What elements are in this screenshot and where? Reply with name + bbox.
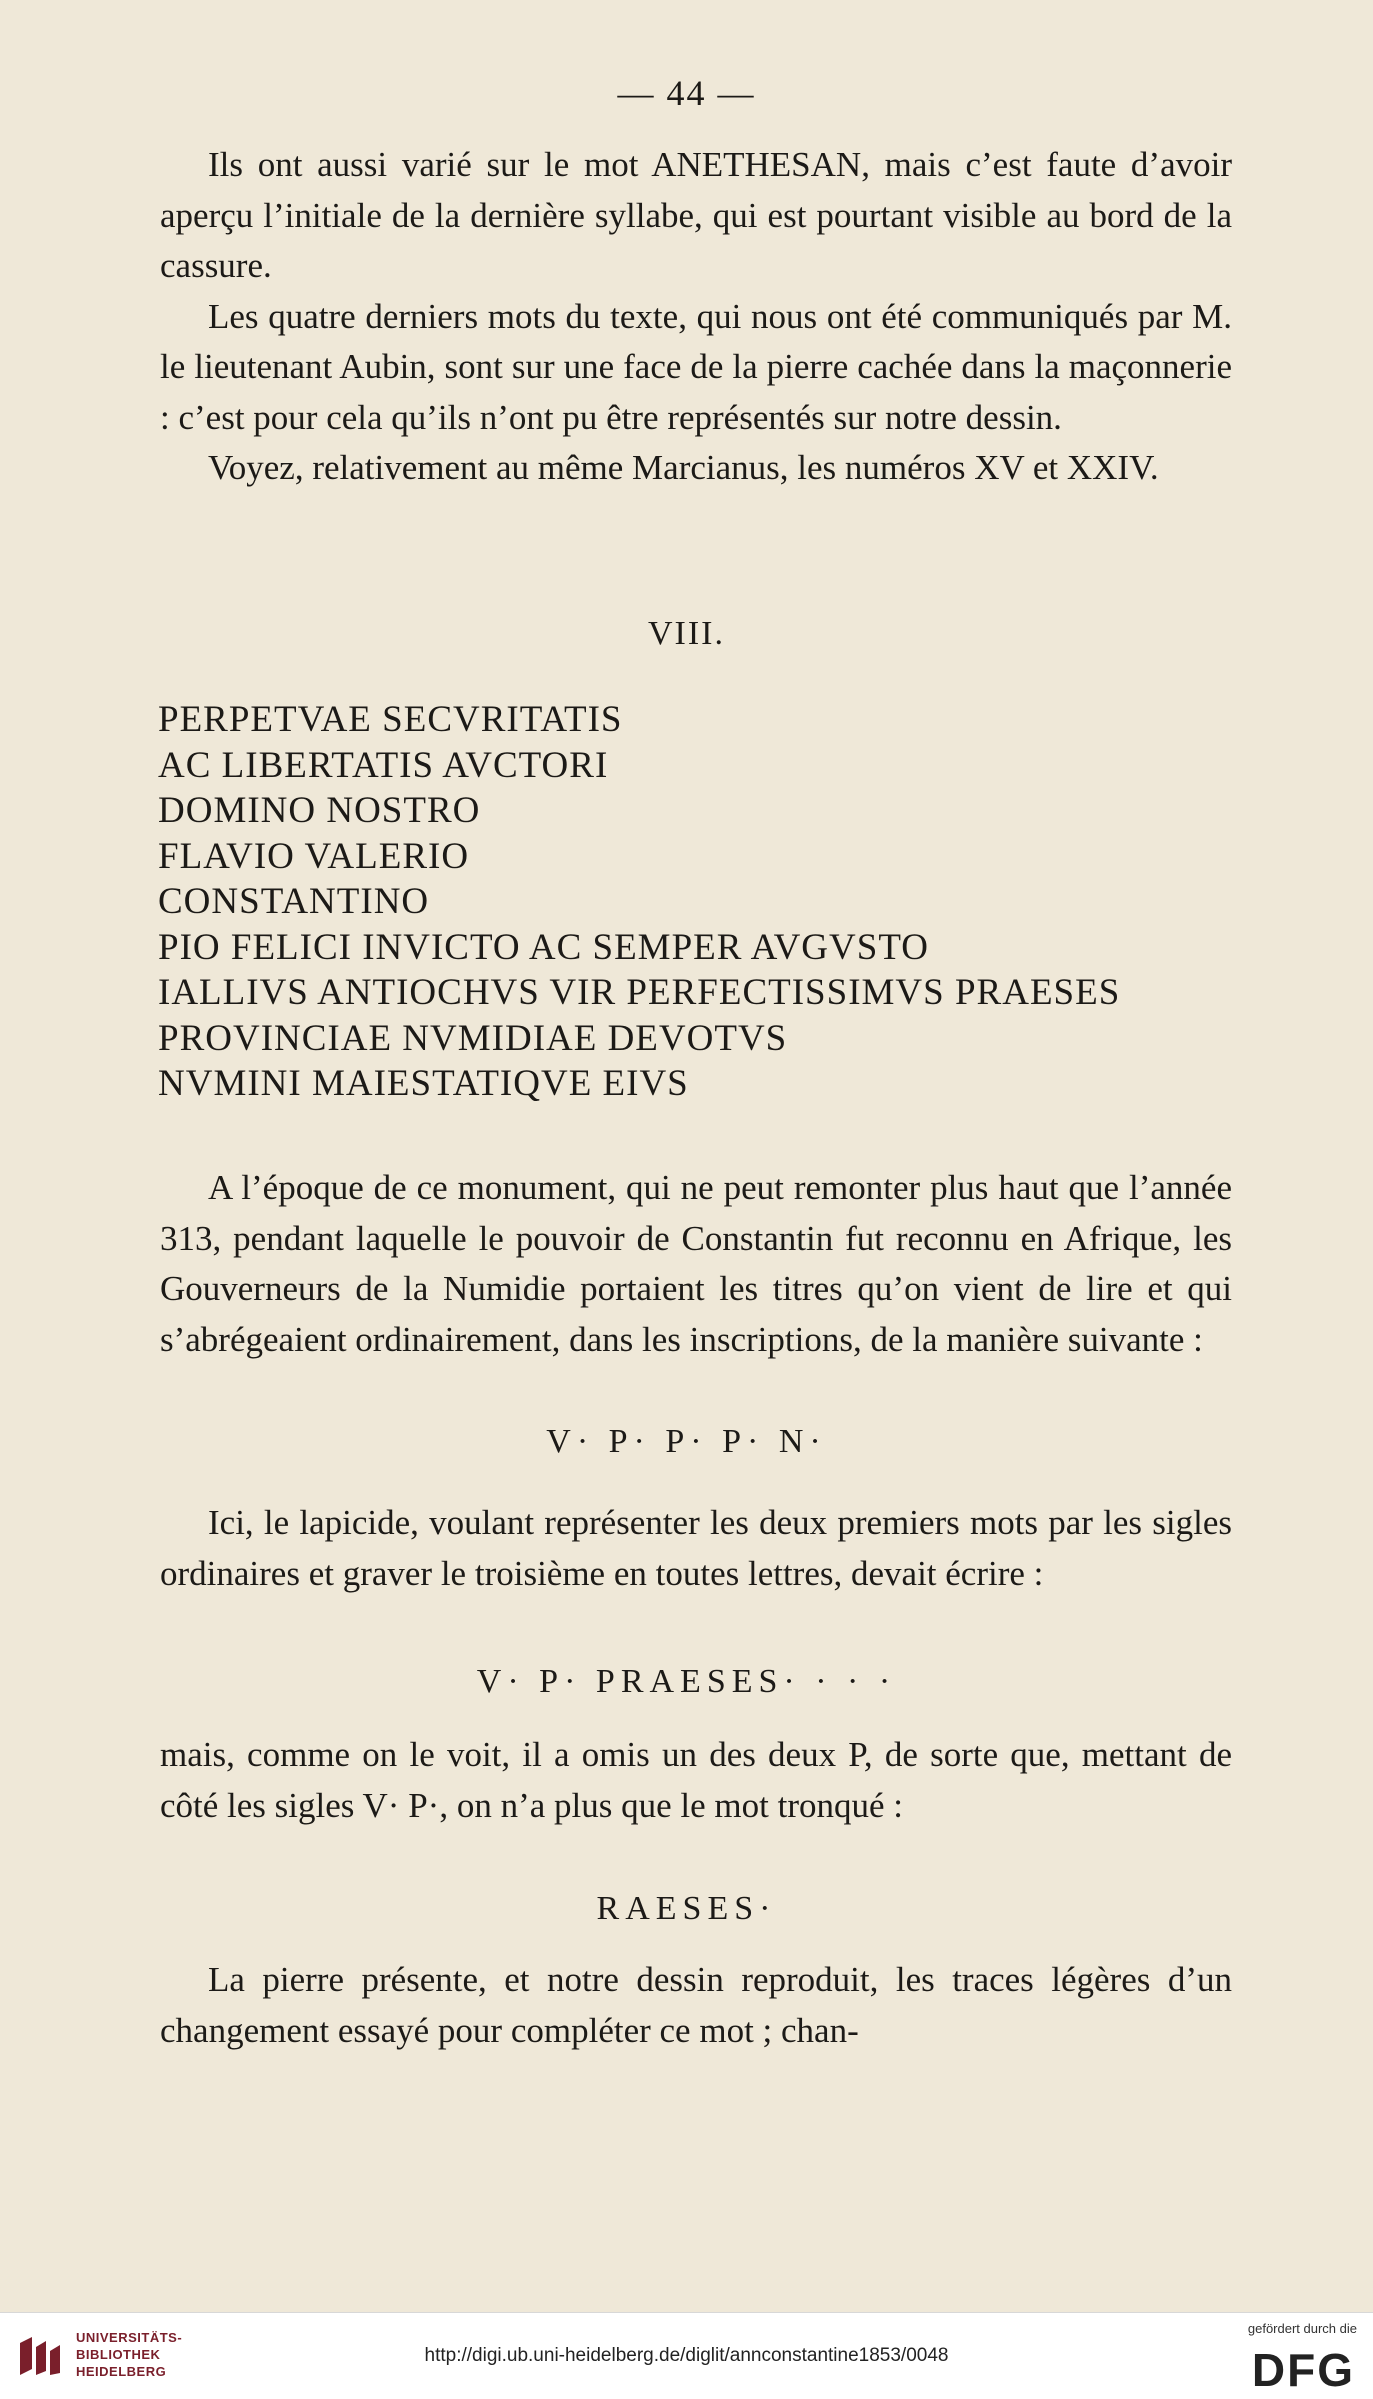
paragraph-last: La pierre présente, et notre dessin reproduit, les traces légères d’un changement essayé pour compléter ce mot ; chan- bbox=[160, 1960, 1232, 2050]
sponsor-label: gefördert durch die bbox=[1247, 2321, 1357, 2336]
inscription-line: CONSTANTINO bbox=[158, 881, 430, 922]
viewer-footer bbox=[0, 2312, 1373, 2399]
sigla-vp-praeses: V· P· PRAESES· · · · bbox=[476, 1663, 897, 1700]
inscription-line: PIO FELICI INVICTO AC SEMPER AVGVSTO bbox=[158, 926, 929, 968]
sigla-raeses: RAESES· bbox=[596, 1890, 777, 1927]
section-heading: VIII. bbox=[647, 615, 726, 652]
inscription-line: AC LIBERTATIS AVCTORI bbox=[158, 744, 609, 786]
paragraph-lapicide: Ici, le lapicide, voulant représenter les deux premiers mots par les sigles ordinaires et graver le troisième en toutes lettres, devait écrire : bbox=[160, 1503, 1232, 1593]
paragraph-voyez: Voyez, relativement au même Marcianus, les numéros XV et XXIV. bbox=[208, 448, 1159, 487]
page-number: — 44 — bbox=[617, 73, 756, 113]
inscription-line: IALLIVS ANTIOCHVS VIR PERFECTISSIMVS PRAESES bbox=[158, 972, 1121, 1013]
permalink-url[interactable]: http://digi.ub.uni-heidelberg.de/diglit/annconstantine1853/0048 bbox=[424, 2345, 949, 2366]
inscription-line: PERPETVAE SECVRITATIS bbox=[158, 699, 623, 740]
text-block-epoch bbox=[160, 1163, 1232, 1365]
inscription-line: DOMINO NOSTRO bbox=[158, 790, 481, 831]
sigla-vpppn: V· P· P· P· N· bbox=[546, 1423, 827, 1460]
inscription bbox=[158, 697, 1238, 1107]
library-name: UNIVERSITÄTS- BIBLIOTHEK HEIDELBERG bbox=[76, 2330, 183, 2379]
inscription-line: NVMINI MAIESTATIQVE EIVS bbox=[158, 1063, 689, 1104]
inscription-line: PROVINCIAE NVMIDIAE DEVOTVS bbox=[158, 1017, 788, 1059]
text-block-top bbox=[160, 140, 1232, 494]
paragraph-quatre-derniers: Les quatre derniers mots du texte, qui nous ont été communiqués par M. le lieutenant Aubin, sont sur une face de la pierre cachée dans la maçonnerie : c’est pour cela qu’ils n’ont pu être représentés sur notre dessin. bbox=[160, 296, 1232, 437]
dfg-logo: DFG bbox=[1251, 2344, 1355, 2396]
inscription-line: FLAVIO VALERIO bbox=[158, 835, 470, 877]
paragraph-mais: mais, comme on le voit, il a omis un des deux P, de sorte que, mettant de côté les sigles V· P·, on n’a plus que le mot tronqué : bbox=[160, 1735, 1232, 1825]
text-block-last bbox=[160, 1955, 1232, 2056]
paragraph-anethesan: Ils ont aussi varié sur le mot ANETHESAN, mais c’est faute d’avoir aperçu l’initiale de la dernière syllabe, qui est pourtant visible au bord de la cassure. bbox=[160, 145, 1232, 285]
text-block-lapicide bbox=[160, 1498, 1232, 1599]
text-block-mais bbox=[160, 1730, 1232, 1831]
paragraph-epoch: A l’époque de ce monument, qui ne peut remonter plus haut que l’année 313, pendant laquelle le pouvoir de Constantin fut reconnu en Afrique, les Gouverneurs de la Numidie portaient les titres qu’on vient de lire et qui s’abrégeaient ordinairement, dans les inscriptions, de la manière suivante : bbox=[160, 1168, 1232, 1359]
